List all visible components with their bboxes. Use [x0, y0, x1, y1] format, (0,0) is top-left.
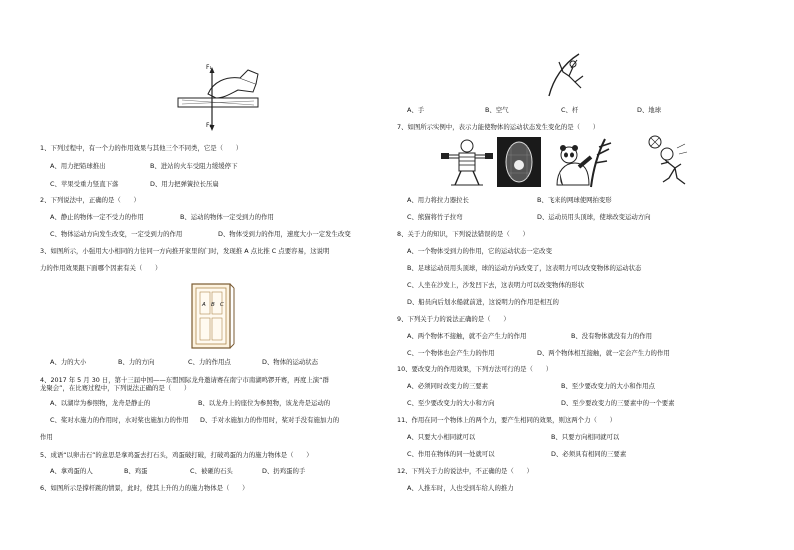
q10-option-d: D、至少要改变力的三要素中的一个要素: [561, 399, 675, 407]
q7-option-c: C、熊猫将竹子拉弯: [407, 213, 463, 221]
q3-figure-label-c: C: [220, 302, 224, 308]
q3-option-b: B、力的方向: [118, 358, 155, 366]
q3-option-d: D、物体的运动状态: [262, 358, 319, 366]
q10-option-a: A、必须同时改变力的三要素: [407, 382, 489, 390]
q9-option-b: B、没有物体就没有力的作用: [571, 332, 653, 340]
q11-option-d: D、必须具有相同的三要素: [551, 450, 627, 458]
q7-figure-c-panda-bamboo: [553, 135, 613, 189]
q10-option-c: C、至少要改变力的大小和方向: [407, 399, 495, 407]
q8-option-b: B、足球运动员用头顶球，球的运动方向改变了，这表明力可以改变物体的运动状态: [407, 264, 642, 272]
q11-option-c: C、作用在物体的同一处就可以: [407, 450, 495, 458]
q6-option-d: D、地球: [637, 106, 662, 114]
q4-option-d-continued: 作用: [40, 433, 53, 441]
q8-option-d: D、船员向后划水船就前进，这说明力的作用是相互的: [407, 298, 559, 306]
q1-option-b: B、进站的火车受阻力缓缓停下: [150, 162, 238, 170]
q2-option-c: C、物体运动方向发生改变，一定受到力的作用: [50, 230, 183, 238]
q6-stem: 6、如图所示是撑杆跳的情景，此时，使其上升的力的施力物体是（ ）: [40, 484, 249, 492]
q5-option-c: C、被砸的石头: [190, 467, 233, 475]
q1-option-c: C、苹果受重力竖直下落: [50, 180, 119, 188]
q3-stem-line1: 3、如图所示，小强用大小相同的力往同一方向推开家里的门时，发现推 A 点比推 C 点要容易，这说明: [40, 247, 330, 255]
q11-option-b: B、只要方向相同就可以: [551, 433, 620, 441]
q7-option-a: A、用力将拉力器拉长: [407, 196, 469, 204]
q7-stem: 7、如图所示实例中，表示力能使物体的运动状态发生变化的是（ ）: [397, 123, 600, 131]
q3-figure-door: [190, 282, 236, 350]
q9-option-d: D、两个物体相互接触，就一定会产生力的作用: [537, 349, 670, 357]
q12-option-a: A、人推车时，人也受到车给人的推力: [407, 484, 514, 492]
q3-stem-line2: 力的作用效果跟下面哪个因素有关（ ）: [40, 264, 162, 272]
q3-figure-label-a: A: [202, 302, 206, 308]
q2-stem: 2、下列说法中，正确的是（ ）: [40, 196, 140, 204]
q1-option-d: D、用力把弹簧拉长压扁: [150, 180, 219, 188]
q5-option-d: D、扔鸡蛋的手: [262, 467, 306, 475]
q1-figure-label-f2: F₂: [206, 122, 212, 129]
q1-figure-hand-on-board: [168, 64, 268, 132]
q7-figure-b-tennis-racket: [497, 137, 541, 187]
q9-option-a: A、两个物体不接触，就不会产生力的作用: [407, 332, 527, 340]
q7-option-b: B、飞来的网球使网拍变形: [537, 196, 612, 204]
q8-stem: 8、关于力的知识，下列说法错误的是（ ）: [397, 230, 529, 238]
q6-option-b: B、空气: [485, 106, 509, 114]
q4-option-d: D、手对水施加力的作用时，桨对手没有施加力的: [200, 416, 340, 424]
q4-option-b: B、以龙舟上的座位为参照物，该龙舟是运动的: [198, 399, 331, 407]
q4-option-c: C、桨对水施力的作用时，水对桨也施加力的作用: [50, 416, 189, 424]
q5-option-b: B、鸡蛋: [124, 467, 148, 475]
q3-option-a: A、力的大小: [50, 358, 87, 366]
q5-option-a: A、拿鸡蛋的人: [50, 467, 93, 475]
q3-option-c: C、力的作用点: [188, 358, 231, 366]
q9-stem: 9、下列关于力的说法正确的是（ ）: [397, 315, 510, 323]
q6-option-c: C、杆: [561, 106, 579, 114]
q9-option-c: C、一个物体也会产生力的作用: [407, 349, 495, 357]
q5-stem: 5、成语“以卵击石”的意思是拿鸡蛋去打石头，鸡蛋破打破，打破鸡蛋的力的施力物体是（ ）: [40, 451, 313, 459]
q6-option-a: A、手: [407, 106, 425, 114]
q1-figure-label-f1: F₁: [206, 64, 212, 71]
q7-figure-a-stretching-expander: [439, 137, 495, 187]
q11-option-a: A、只要大小相同就可以: [407, 433, 476, 441]
q11-stem: 11、作用在同一个物体上的两个力，要产生相同的效果，则这两个力（ ）: [397, 416, 617, 424]
q2-option-a: A、静止的物体一定不受力的作用: [50, 213, 144, 221]
q3-figure-label-b: B: [211, 302, 215, 308]
q10-option-b: B、至少要改变力的大小和作用点: [561, 382, 655, 390]
q10-stem: 10、要改变力的作用效果，下列方法可行的是（ ）: [397, 365, 553, 373]
q7-option-d: D、运动员用头顶球，使球改变运动方向: [537, 213, 651, 221]
q7-figure-d-heading-ball: [647, 134, 693, 188]
q1-stem: 1、下列过程中，有一个力的作用效果与其他三个不同类，它是（ ）: [40, 144, 243, 152]
q12-stem: 12、下列关于力的说法中，不正确的是（ ）: [397, 467, 533, 475]
q4-stem-line1: 4、2017 年 5 月 30 日，第十三届中国——东盟国际龙舟邀请赛在南宁市南湖鸣锣开赛，再度上演“群: [40, 376, 329, 384]
q1-option-a: A、用力把铅球推出: [50, 162, 106, 170]
q8-option-c: C、人坐在沙发上，沙发凹下去，这表明力可以改变物体的形状: [407, 281, 585, 289]
q8-option-a: A、一个物体受到力的作用，它的运动状态一定改变: [407, 247, 552, 255]
q4-option-a: A、以湖岸为参照物，龙舟是静止的: [50, 399, 151, 407]
q6-figure-pole-vaulter: [539, 50, 599, 100]
q2-option-b: B、运动的物体一定受到力的作用: [180, 213, 274, 221]
q4-stem-line2: 龙聚会”，在比赛过程中，下列说法正确的是（ ）: [40, 384, 191, 392]
q2-option-d: D、物体受到力的作用，速度大小一定发生改变: [218, 230, 351, 238]
